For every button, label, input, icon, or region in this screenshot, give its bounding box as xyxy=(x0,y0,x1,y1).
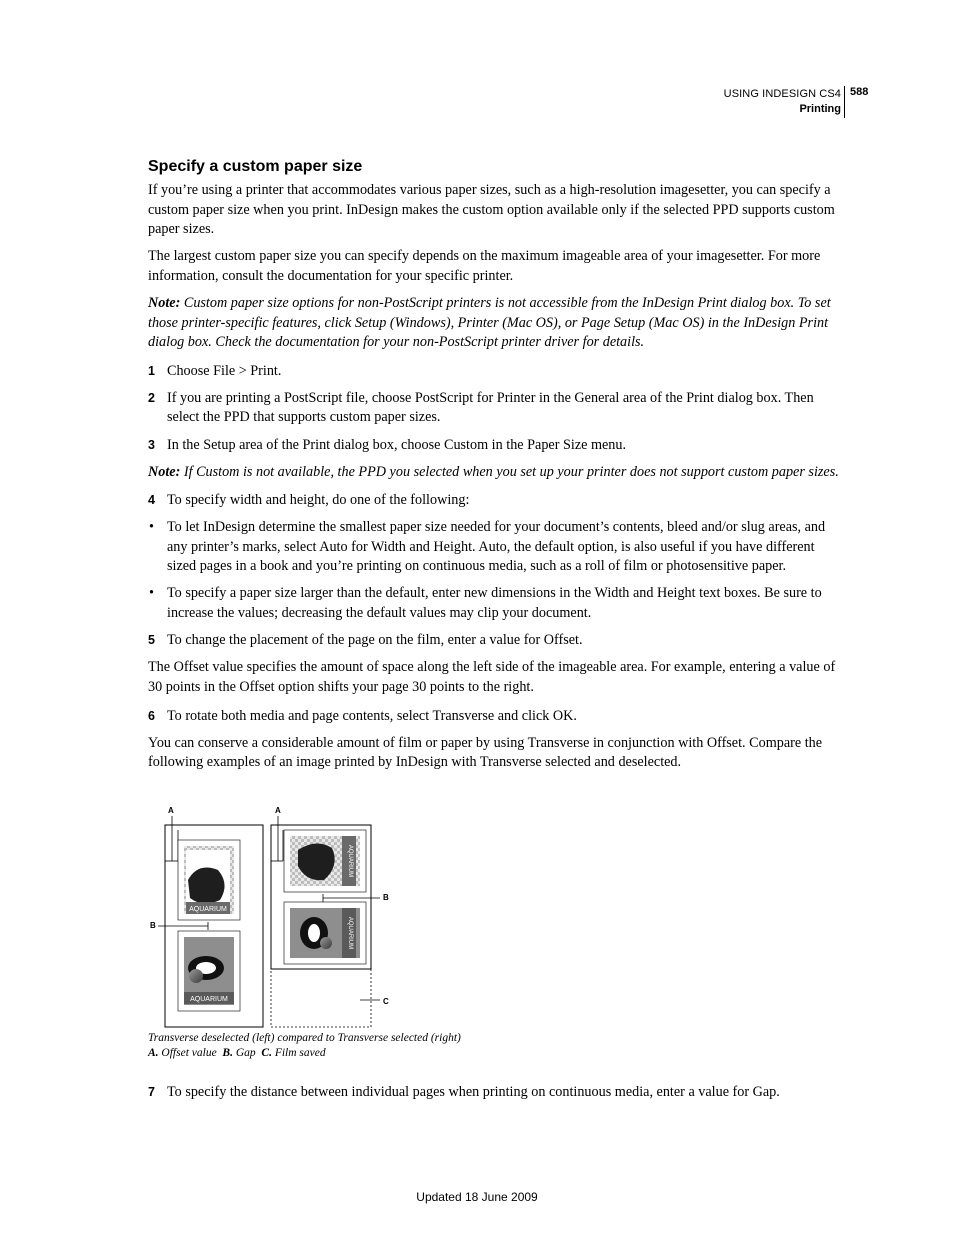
step-6 xyxy=(148,707,842,727)
caption-text-b: Gap xyxy=(232,1046,262,1059)
step-5 xyxy=(148,631,842,651)
header-title: USING INDESIGN CS4 xyxy=(723,88,841,100)
step-3 xyxy=(148,436,842,456)
poster-title: AQUARIUM xyxy=(347,844,353,878)
note-label: Note: xyxy=(148,463,181,480)
step-7-container xyxy=(148,1083,842,1110)
page-left-bottom xyxy=(178,931,240,1011)
poster-title: AQUARIUM xyxy=(347,916,353,950)
step-4 xyxy=(148,491,842,511)
bullet-auto xyxy=(148,518,842,577)
step-number: 5 xyxy=(148,633,155,648)
running-header xyxy=(700,86,841,118)
label-a-left: A xyxy=(168,806,174,815)
step-text: Choose File > Print. xyxy=(167,362,282,379)
bullet-symbol: • xyxy=(149,585,154,602)
header-section: Printing xyxy=(799,103,841,115)
step-text: To rotate both media and page contents, select Transverse and click OK. xyxy=(167,707,577,724)
transverse-figure xyxy=(148,800,408,1032)
body-content xyxy=(148,181,842,781)
bullet-text: To let InDesign determine the smallest paper size needed for your document’s contents, bleed and/or slug areas, and any printer’s marks, select Auto for Width and Height. Auto, the default option, is also useful if you have different sized pages in a book and you’re printing on continuous media, such as a roll of film or photosensitive paper. xyxy=(167,519,826,575)
page-number: 588 xyxy=(850,86,869,98)
step-1 xyxy=(148,362,842,382)
caption-line-1: Transverse deselected (left) compared to Transverse selected (right) xyxy=(148,1032,461,1044)
step-number: 3 xyxy=(148,437,155,452)
note-1-text: Custom paper size options for non-PostScript printers is not accessible from the InDesign Print dialog box. To set those printer-specific features, click Setup (Windows), Printer (Mac OS), or Page Setup (Mac OS) in the InDesign Print dialog box. Check the documentation for your non-PostScript printer driver for details. xyxy=(148,295,831,351)
note-1 xyxy=(148,294,842,353)
step-text: To change the placement of the page on the film, enter a value for Offset. xyxy=(167,632,583,649)
label-b-right: B xyxy=(383,893,389,902)
poster-title: AQUARIUM xyxy=(190,996,228,1003)
header-divider xyxy=(844,86,845,118)
step-number: 6 xyxy=(148,708,155,723)
film-saved-area xyxy=(271,969,371,1027)
page-right-top xyxy=(284,830,366,892)
paragraph-intro: If you’re using a printer that accommodates various paper sizes, such as a high-resolution imagesetter, you can specify a custom paper size when you print. InDesign makes the custom option available only if the selected PPD supports custom paper sizes. xyxy=(148,182,835,238)
section-heading: Specify a custom paper size xyxy=(148,158,363,175)
step-2 xyxy=(148,389,842,428)
paragraph-largest: The largest custom paper size you can specify depends on the maximum imageable area of your imagesetter. For more information, consult the documentation for your specific printer. xyxy=(148,248,821,284)
step-text: In the Setup area of the Print dialog box, choose Custom in the Paper Size menu. xyxy=(167,436,627,453)
figure-caption xyxy=(148,1031,461,1060)
caption-key-a: A. xyxy=(148,1046,159,1059)
bullet-symbol: • xyxy=(149,519,154,536)
step-text: If you are printing a PostScript file, choose PostScript for Printer in the General area of the Print dialog box. Then select the PPD that supports custom paper sizes. xyxy=(167,389,814,426)
note-2-text: If Custom is not available, the PPD you selected when you set up your printer does not support custom paper sizes. xyxy=(180,463,839,480)
paragraph-offset: The Offset value specifies the amount of space along the left side of the imageable area. For example, entering a value of 30 points in the Offset option shifts your page 30 points to the right. xyxy=(148,659,836,695)
step-number: 7 xyxy=(148,1085,155,1099)
caption-key-b: B. xyxy=(222,1046,233,1059)
bullet-larger xyxy=(148,584,842,623)
step-number: 2 xyxy=(148,390,155,405)
step-number: 4 xyxy=(148,492,155,507)
caption-text-a: Offset value xyxy=(158,1046,223,1059)
step-number: 1 xyxy=(148,363,155,378)
caption-text-c: Film saved xyxy=(271,1046,326,1059)
note-2 xyxy=(148,463,842,483)
caption-key-c: C. xyxy=(261,1046,272,1059)
paragraph-conserve: You can conserve a considerable amount of film or paper by using Transverse in conjunction with Offset. Compare the following examples of an image printed by InDesign with Transverse selected and deselected. xyxy=(148,734,823,771)
page-right-bottom xyxy=(284,902,366,964)
page-left-top xyxy=(178,840,240,920)
step-text: To specify width and height, do one of the following: xyxy=(167,491,470,508)
label-c: C xyxy=(383,997,389,1006)
label-b-left: B xyxy=(150,921,156,930)
step-7 xyxy=(148,1083,842,1103)
label-a-right: A xyxy=(275,806,281,815)
caption-line-2 xyxy=(148,1046,461,1061)
transverse-illustration xyxy=(148,800,408,1032)
page-footer: Updated 18 June 2009 xyxy=(416,1190,538,1204)
bullet-text: To specify a paper size larger than the default, enter new dimensions in the Width and Height text boxes. Be sure to increase the values; decreasing the default values may clip your document. xyxy=(167,585,822,622)
note-label: Note: xyxy=(148,295,181,312)
poster-title: AQUARIUM xyxy=(189,906,227,913)
step-text: To specify the distance between individual pages when printing on continuous media, enter a value for Gap. xyxy=(167,1084,780,1100)
